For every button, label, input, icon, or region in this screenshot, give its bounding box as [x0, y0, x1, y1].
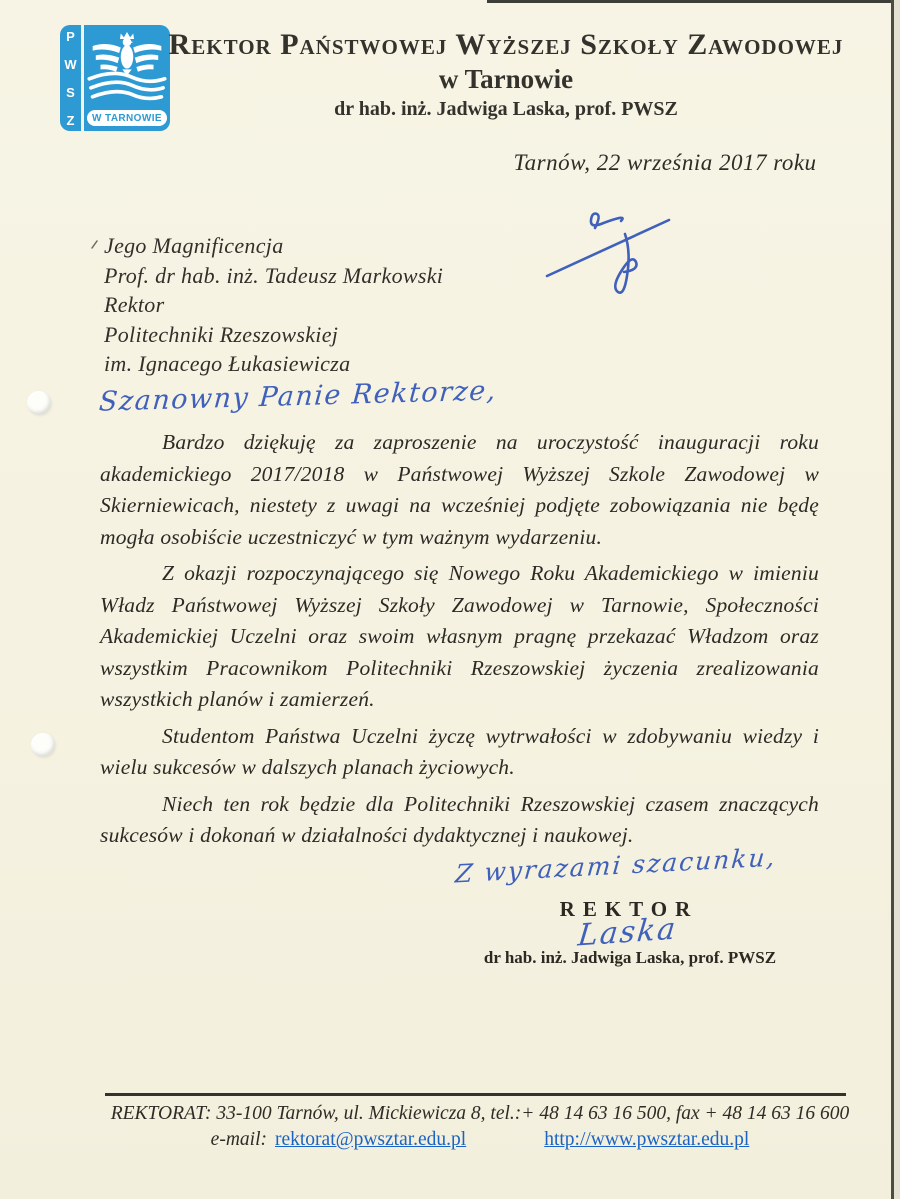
body-paragraph-2: Z okazji rozpoczynającego się Nowego Roku Akademickiego w imieniu Władz Państwowej Wyższej Szkoły Zawodowej w Tarnowie, Społeczności Akademickiej Uczelni oraz swoim własnym pragnę przekazać Władzom oraz wszystkim Pracownikom Politechniki Rzeszowskiej życzenia zrealizowania wszystkich planów i zamierzeń.: [100, 561, 819, 711]
logo-letter: W: [64, 57, 77, 72]
waves-icon: [86, 71, 168, 103]
logo-emblem-area: [84, 25, 170, 131]
addressee-block: [104, 231, 443, 379]
letter-body: [100, 427, 819, 857]
handwritten-signature: Laska: [576, 911, 680, 954]
pwsz-logo: [60, 25, 170, 131]
email-link[interactable]: rektorat@pwsztar.edu.pl: [274, 1129, 467, 1150]
logo-letter-column: [60, 25, 81, 131]
logo-letter: P: [66, 29, 75, 44]
footer-contact-line: [70, 1129, 890, 1151]
logo-letter: S: [66, 85, 75, 100]
hole-punch-bottom: [31, 733, 55, 757]
logo-banner: W TARNOWIE: [87, 110, 167, 126]
body-paragraph-4: Niech ten rok będzie dla Politechniki Rzeszowskiej czasem znaczących sukcesów i dokonań w działalności dydaktycznej i naukowej.: [100, 791, 819, 847]
footer-email-group: [211, 1129, 467, 1151]
letterhead-organization: Rektor Państwowej Wyższej Szkoły Zawodowej: [168, 28, 844, 61]
addressee-line: Politechniki Rzeszowskiej: [104, 321, 339, 347]
scan-edge-right-light: [893, 0, 900, 1199]
addressee-line: Prof. dr hab. inż. Tadeusz Markowski: [104, 262, 444, 288]
letterhead: [168, 28, 844, 121]
letterhead-city: w Tarnowie: [438, 64, 574, 94]
addressee-line: Jego Magnificencja: [104, 233, 284, 258]
handwritten-closing: Z wyrazami szacunku,: [453, 842, 778, 889]
scan-edge-top: [487, 0, 900, 3]
handwritten-initials-mark: [543, 198, 678, 306]
hole-punch-top: [27, 391, 51, 415]
body-paragraph-1: Bardzo dziękuję za zaproszenie na uroczystość inauguracji roku akademickiego 2017/2018 w Państwowej Wyższej Szkole Zawodowej w Skierniewicach, niestety z uwagi na wcześniej podjęte zobowiązania nie będę mogła osobiście uczestniczyć w tym ważnym wydarzeniu.: [100, 430, 819, 549]
dateline: Tarnów, 22 września 2017 roku: [513, 150, 817, 175]
website-link[interactable]: http://www.pwsztar.edu.pl: [544, 1129, 750, 1150]
addressee-line: Rektor: [104, 292, 165, 317]
signature-title: REKTOR: [559, 897, 699, 921]
footer-address-line: REKTORAT: 33-100 Tarnów, ul. Mickiewicza 8, tel.:+ 48 14 63 16 500, fax + 48 14 63 16 600: [110, 1103, 850, 1124]
body-paragraph-3: Studentom Państwa Uczelni życzę wytrwałości w zdobywaniu wiedzy i wielu sukcesów w dalszych planach życiowych.: [100, 723, 819, 779]
signature-name-line: dr hab. inż. Jadwiga Laska, prof. PWSZ: [483, 948, 777, 967]
handwritten-salutation: Szanowny Panie Rektorze,: [97, 375, 499, 418]
logo-letter: Z: [66, 113, 75, 128]
addressee-line: im. Ignacego Łukasiewicza: [104, 351, 351, 376]
email-label: e-mail:: [210, 1129, 267, 1150]
footer-divider: [105, 1093, 846, 1096]
scan-edge-right-dark: [891, 0, 894, 1199]
letterhead-rector-name: dr hab. inż. Jadwiga Laska, prof. PWSZ: [334, 98, 678, 120]
pen-tick-mark: [90, 240, 99, 250]
